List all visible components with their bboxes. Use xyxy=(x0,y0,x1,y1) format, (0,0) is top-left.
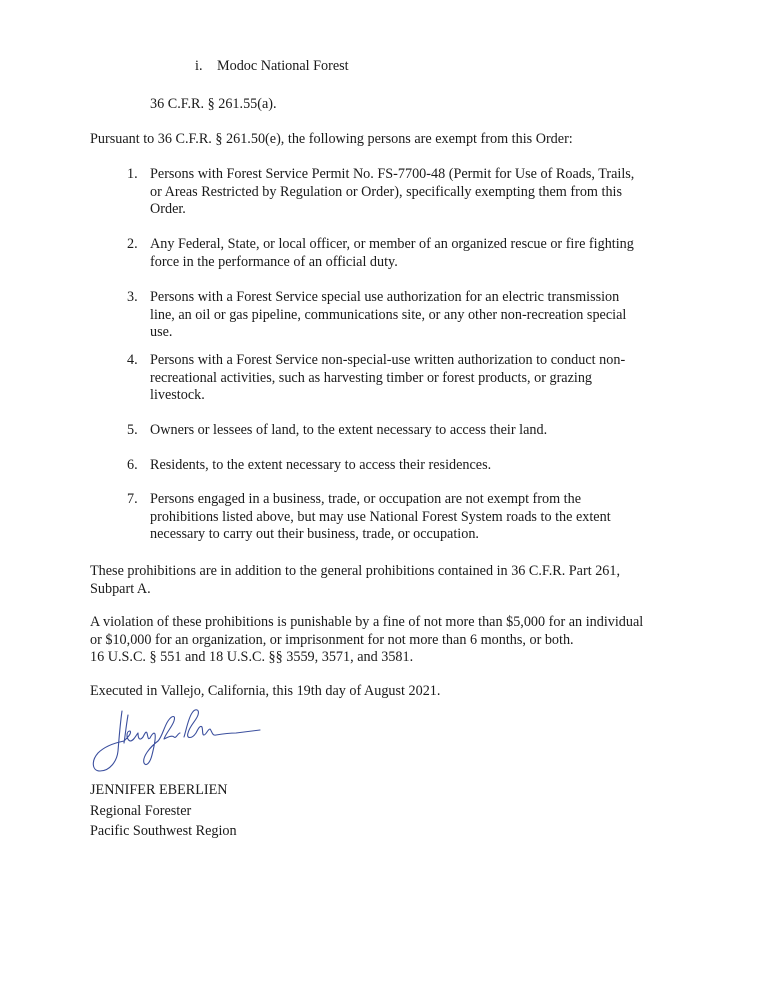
citation-top: 36 C.F.R. § 261.55(a). xyxy=(150,96,277,112)
list-item-line: Persons with a Forest Service non-special-use written authorization to conduct non- xyxy=(150,352,626,368)
additional-prohibitions xyxy=(90,563,690,598)
list-item-line: Order. xyxy=(150,201,186,217)
list-item-line: prohibitions listed above, but may use National Forest System roads to the extent xyxy=(150,508,611,525)
list-item-number: 6. xyxy=(127,457,138,473)
list-item-number: 2. xyxy=(127,236,138,252)
signer-name: JENNIFER EBERLIEN xyxy=(90,782,228,798)
list-item-line: necessary to carry out their business, trade, or occupation. xyxy=(150,526,479,542)
paragraph-line: 16 U.S.C. § 551 and 18 U.S.C. §§ 3559, 3571, and 3581. xyxy=(90,649,414,665)
forest-list-text: Modoc National Forest xyxy=(217,58,349,74)
paragraph-line: Subpart A. xyxy=(90,580,151,597)
list-item-line: force in the performance of an official duty. xyxy=(150,253,398,270)
execution-statement: Executed in Vallejo, California, this 19th day of August 2021. xyxy=(90,683,441,699)
list-item-line: Persons engaged in a business, trade, or occupation are not exempt from the xyxy=(150,491,582,507)
violation-penalty xyxy=(90,614,690,667)
list-item-line: recreational activities, such as harvesting timber or forest products, or grazing xyxy=(150,369,593,386)
signature-block xyxy=(90,782,237,844)
list-item-line: Any Federal, State, or local officer, or member of an organized rescue or fire fighting xyxy=(150,236,634,252)
list-item-line: Persons with a Forest Service special use authorization for an electric transmission xyxy=(150,289,620,305)
list-item-line: Residents, to the extent necessary to access their residences. xyxy=(150,457,492,473)
paragraph-line: or $10,000 for an organization, or imprisonment for not more than 6 months, or both. xyxy=(90,631,574,648)
signer-region: Pacific Southwest Region xyxy=(90,823,237,839)
list-item-number: 3. xyxy=(127,289,138,305)
signer-title: Regional Forester xyxy=(90,802,192,819)
list-item-line: livestock. xyxy=(150,387,205,403)
list-item-line: Persons with Forest Service Permit No. FS-7700-48 (Permit for Use of Roads, Trails, xyxy=(150,166,635,182)
handwritten-signature xyxy=(88,703,268,778)
list-item-line: use. xyxy=(150,324,173,340)
paragraph-line: A violation of these prohibitions is punishable by a fine of not more than $5,000 for an individual xyxy=(90,614,644,630)
list-item-number: 1. xyxy=(127,166,138,182)
forest-list-numeral: i. xyxy=(195,58,203,74)
paragraph-line: These prohibitions are in addition to the general prohibitions contained in 36 C.F.R. Part 261, xyxy=(90,563,621,579)
list-item-line: Owners or lessees of land, to the extent necessary to access their land. xyxy=(150,422,548,438)
list-item-line: or Areas Restricted by Regulation or Order), specifically exempting them from this xyxy=(150,183,622,200)
exemption-intro: Pursuant to 36 C.F.R. § 261.50(e), the following persons are exempt from this Order: xyxy=(90,131,573,147)
list-item-number: 7. xyxy=(127,491,138,507)
forest-list-item xyxy=(195,58,349,76)
list-item-number: 4. xyxy=(127,352,138,368)
list-item-line: line, an oil or gas pipeline, communications site, or any other non-recreation special xyxy=(150,306,627,323)
list-item-number: 5. xyxy=(127,422,138,438)
